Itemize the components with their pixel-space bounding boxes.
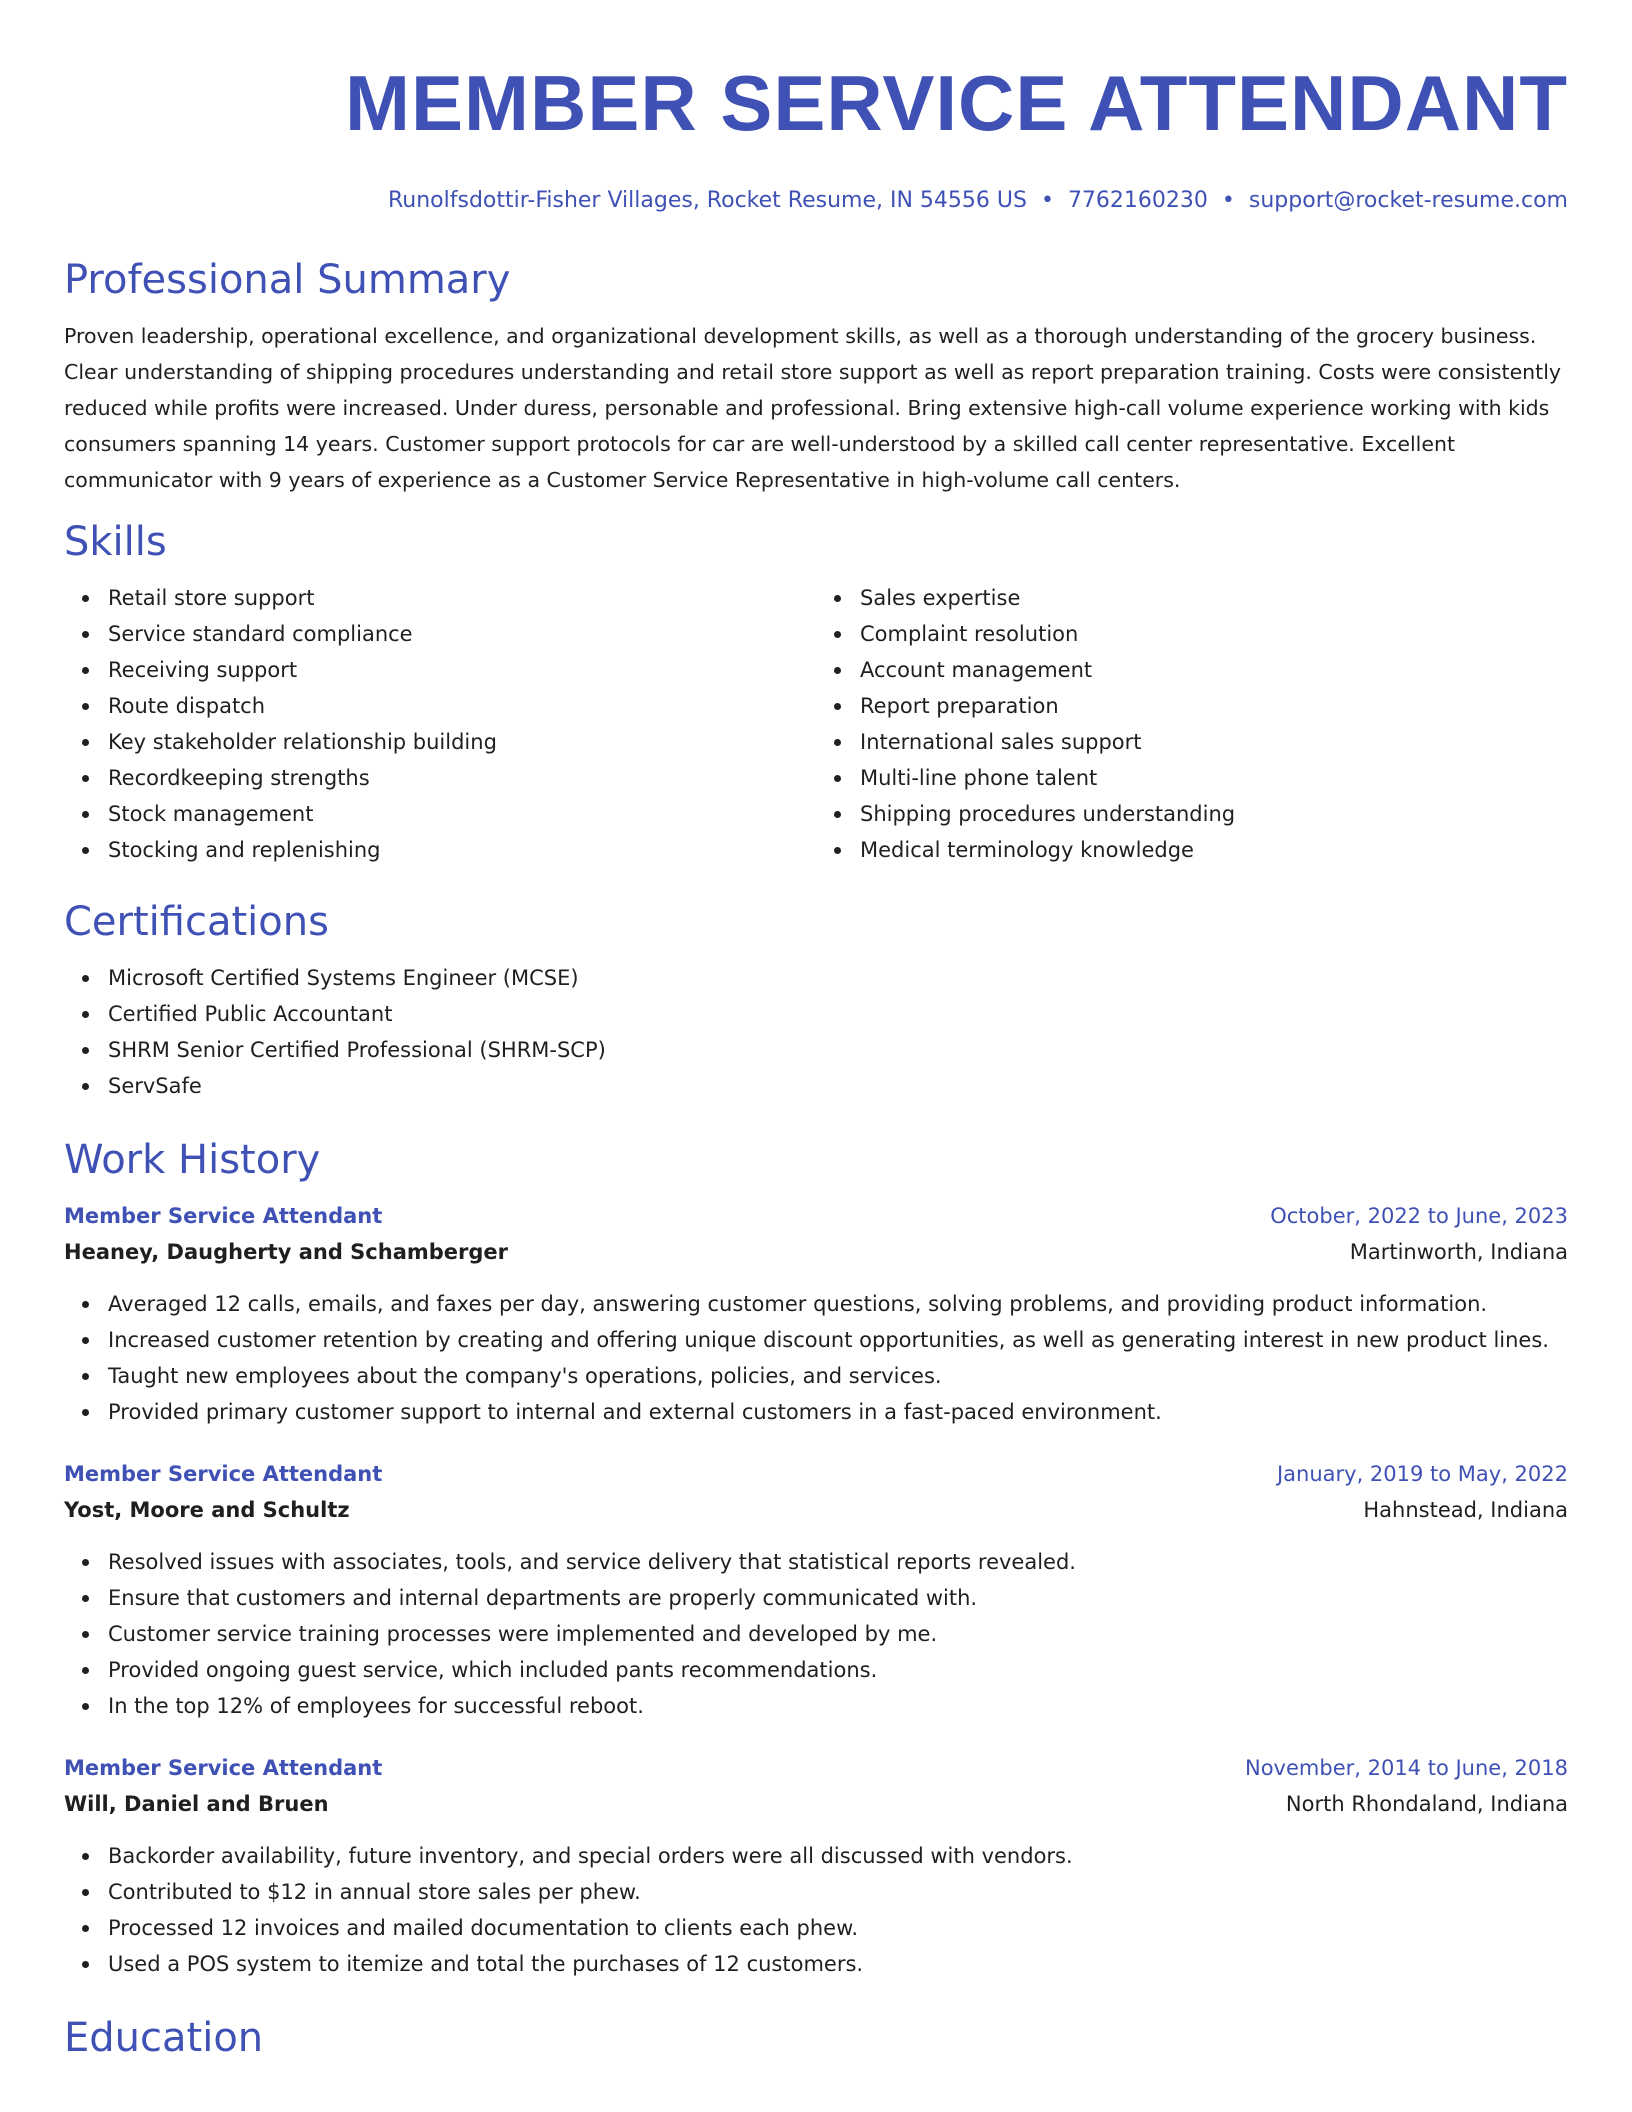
job-bullet: Averaged 12 calls, emails, and faxes per day, answering customer questions, solving problems, and providing product information. [108,1286,1568,1322]
job-entry [64,1198,1568,1430]
job-location: Martinworth, Indiana [1349,1240,1568,1264]
job-company-row [64,1786,1568,1822]
job-bullet: Provided primary customer support to internal and external customers in a fast-paced environment. [108,1394,1568,1430]
skills-columns [64,580,1568,868]
skill-item: Recordkeeping strengths [108,760,816,796]
skill-item: International sales support [860,724,1568,760]
job-bullet: Contributed to $12 in annual store sales per phew. [108,1874,1568,1910]
job-dates: October, 2022 to June, 2023 [1270,1204,1568,1228]
section-title-skills: Skills [64,519,167,565]
job-bullet: Increased customer retention by creating and offering unique discount opportunities, as well as generating interest in new product lines. [108,1322,1568,1358]
certification-item: Certified Public Accountant [108,996,1568,1032]
job-dates: November, 2014 to June, 2018 [1245,1756,1568,1780]
contact-separator: • [1040,188,1054,213]
job-company-row [64,1492,1568,1528]
job-bullet: Ensure that customers and internal departments are properly communicated with. [108,1580,1568,1616]
skill-item: Stock management [108,796,816,832]
skill-item: Account management [860,652,1568,688]
skill-item: Retail store support [108,580,816,616]
contact-phone: 7762160230 [1067,188,1208,213]
job-company: Yost, Moore and Schultz [64,1498,350,1522]
section-title-work-history: Work History [64,1137,321,1183]
job-company-row [64,1234,1568,1270]
skill-item: Shipping procedures understanding [860,796,1568,832]
section-title-summary: Professional Summary [64,257,511,303]
skill-item: Sales expertise [860,580,1568,616]
job-bullet: Used a POS system to itemize and total the purchases of 12 customers. [108,1946,1568,1982]
skill-item: Report preparation [860,688,1568,724]
job-title: Member Service Attendant [64,1462,383,1486]
contact-email[interactable]: support@rocket-resume.com [1248,188,1568,213]
job-bullet: Taught new employees about the company's operations, policies, and services. [108,1358,1568,1394]
job-location: North Rhondaland, Indiana [1285,1792,1568,1816]
skill-item: Stocking and replenishing [108,832,816,868]
job-bullet: Customer service training processes were implemented and developed by me. [108,1616,1568,1652]
contact-address: Runolfsdottir-Fisher Villages, Rocket Resume, IN 54556 US [388,188,1027,213]
skills-list-right [816,580,1568,868]
skills-list-left [64,580,816,868]
section-title-certifications: Certifications [64,899,329,945]
job-bullet: Processed 12 invoices and mailed documentation to clients each phew. [108,1910,1568,1946]
summary-text: Proven leadership, operational excellence, and organizational development skills, as well as a thorough understanding of the grocery business. Clear understanding of shipping procedures understanding and retail store support as well as report preparation training. Costs were consistently reduced while profits were increased. Under duress, personable and professional. Bring extensive high-call volume experience working with kids consumers spanning 14 years. Customer support protocols for car are well-understood by a skilled call center representative. Excellent communicator with 9 years of experience as a Customer Service Representative in high-volume call centers. [64,324,1562,492]
job-bullets [64,1838,1568,1982]
contact-separator: • [1221,188,1235,213]
job-bullet: In the top 12% of employees for successful reboot. [108,1688,1568,1724]
job-bullet: Backorder availability, future inventory, and special orders were all discussed with vendors. [108,1838,1568,1874]
job-title: Member Service Attendant [64,1204,383,1228]
job-entry [64,1456,1568,1724]
job-header-row [64,1198,1568,1234]
resume-name: MEMBER SERVICE ATTENDANT [345,59,1568,147]
skill-item: Service standard compliance [108,616,816,652]
certification-item: ServSafe [108,1068,1568,1104]
skill-item: Route dispatch [108,688,816,724]
skill-item: Medical terminology knowledge [860,832,1568,868]
certifications-list [64,960,1568,1104]
job-header-row [64,1750,1568,1786]
job-dates: January, 2019 to May, 2022 [1276,1462,1568,1486]
certification-item: SHRM Senior Certified Professional (SHRM-SCP) [108,1032,1568,1068]
skill-item: Key stakeholder relationship building [108,724,816,760]
contact-line [64,186,1568,216]
job-bullets [64,1544,1568,1724]
job-header-row [64,1456,1568,1492]
section-title-education: Education [64,2015,264,2061]
job-company: Heaney, Daugherty and Schamberger [64,1240,509,1264]
job-bullets [64,1286,1568,1430]
job-bullet: Provided ongoing guest service, which included pants recommendations. [108,1652,1568,1688]
job-bullet: Resolved issues with associates, tools, and service delivery that statistical reports revealed. [108,1544,1568,1580]
job-company: Will, Daniel and Bruen [64,1792,329,1816]
certification-item: Microsoft Certified Systems Engineer (MCSE) [108,960,1568,996]
skill-item: Receiving support [108,652,816,688]
job-title: Member Service Attendant [64,1756,383,1780]
job-location: Hahnstead, Indiana [1363,1498,1568,1522]
skill-item: Multi-line phone talent [860,760,1568,796]
skill-item: Complaint resolution [860,616,1568,652]
job-entry [64,1750,1568,1982]
